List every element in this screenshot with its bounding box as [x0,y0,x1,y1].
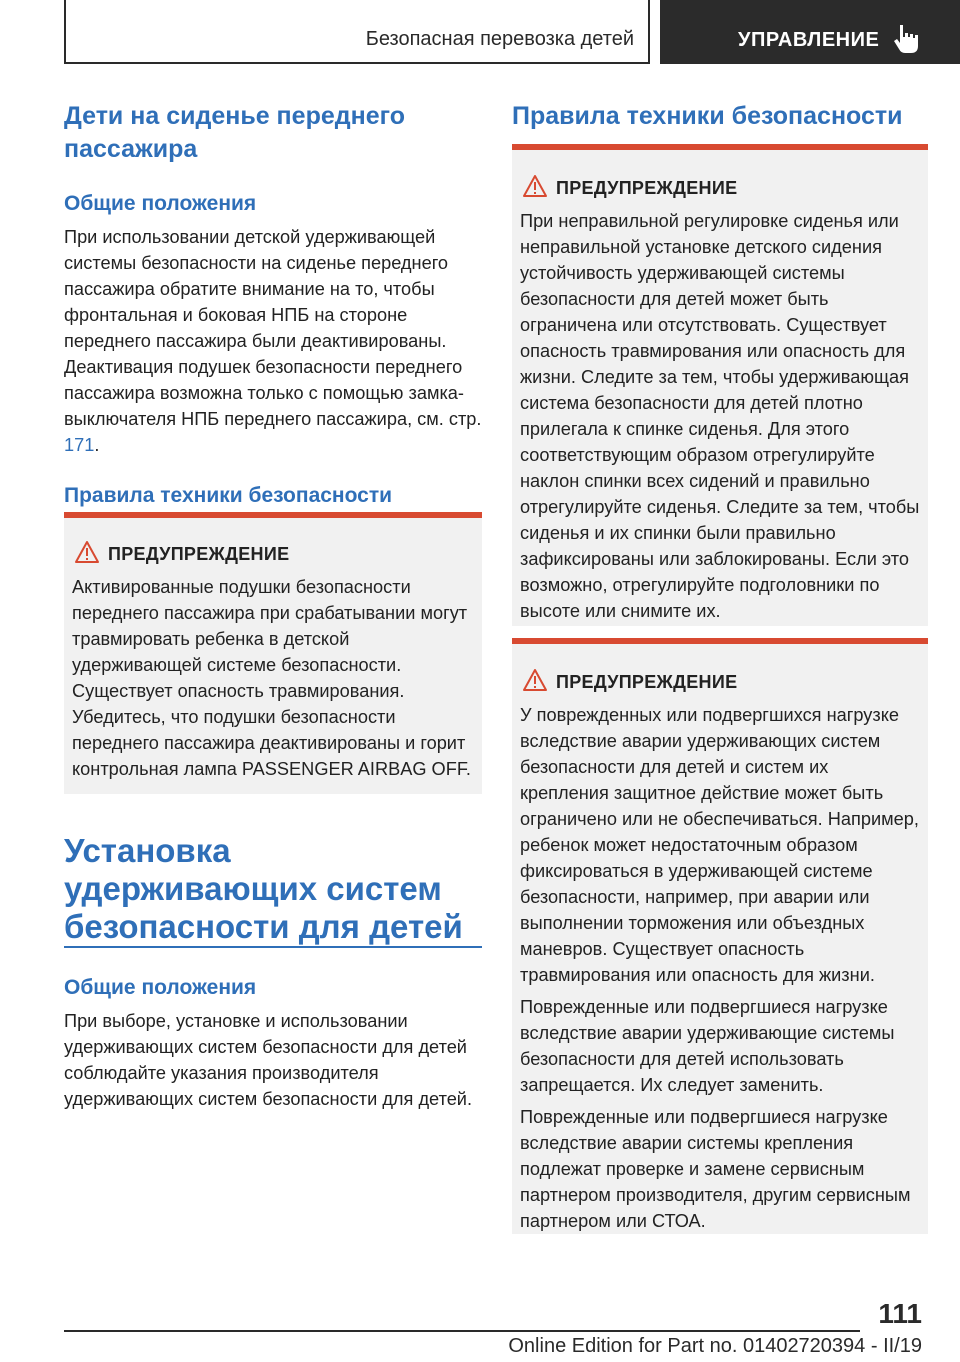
warning-title: ПРЕДУПРЕЖДЕНИЕ [108,544,290,564]
page-number: 111 [878,1298,922,1329]
warning-text: При неправильной регулировке сиденья или неправильной установке детского сидения устойчивость удерживающей системы безопасности для детей может быть ограничена или отсутствовать. Существует опасность травмирования или опасность для жизни. Следите за тем, чтобы удерживающая система безопасности для детей плотно прилегала к спинке сиденья. Для этого соответствующим образом отрегулируйте наклон спинки всех сидений и правильно отрегулируйте сиденья. Следите за тем, чтобы сиденья и их спинки были правильно зафиксированы или заблокированы. Если это возможно, отрегулируйте подголовники по высоте или снимите их. [520,211,920,621]
right-column [512,100,928,133]
warning-text-2: Поврежденные или подвергшиеся нагрузке вследствие аварии удерживающие системы безопасности для детей использовать запрещается. Их следует заменить. [520,997,895,1095]
warning-box-damaged [512,638,928,1234]
safety-rules-heading: Правила техники безопасности [64,484,393,507]
left-column [64,100,482,510]
page-link[interactable]: 171 [64,435,95,455]
general-paragraph [64,224,482,458]
install-general [64,974,482,1112]
general-text: При использовании детской удерживающей системы безопасности на сиденье переднего пассажира обратите внимание на то, чтобы фронтальная и боковая НПБ на стороне переднего пассажира были деактивированы. Деактивация подушек безопасности переднего пассажира возможна только с помощью замка-выключателя НПБ переднего пассажира, см. стр. [64,227,482,429]
install-section [64,832,482,946]
warning-text-1: У поврежденных или подвергшихся нагрузке вследствие аварии удерживающих систем безопасности для детей и систем их крепления защитное действие может быть ограничено или не обеспечиваться. Например, ребенок может недостаточным образом фиксироваться в удерживающей системе безопасности, например, при аварии или выполнении торможения или объездных маневров. Существует опасность травмирования или опасность для жизни. [520,705,919,985]
install-general-heading: Общие положения [64,976,257,999]
warning-box-airbag [64,512,482,794]
warning-title: ПРЕДУПРЕЖДЕНИЕ [556,672,738,692]
warning-triangle-icon [74,540,100,564]
header-chapter-box [64,0,650,64]
install-general-paragraph: При выборе, установке и использовании удерживающих систем безопасности для детей соблюдайте указания производителя удерживающих систем безопасности для детей. [64,1011,473,1109]
footer-rule [64,1330,860,1332]
general-text-end: . [94,435,100,455]
chapter-title: Безопасная перевозка детей [365,28,634,50]
warning-text-3: Поврежденные или подвергшиеся нагрузке вследствие аварии системы крепления подлежат проверке и замене сервисным партнером производителя, другим сервисным партнером или СТОА. [520,1107,911,1231]
warning-triangle-icon [522,174,548,198]
hand-pointer-icon [890,22,924,56]
front-seat-heading: Дети на сиденье переднего пассажира [64,102,405,163]
heading-rule [64,946,482,948]
general-heading: Общие положения [64,192,257,215]
warning-text: Активированные подушки безопасности переднего пассажира при срабатывании могут травмировать ребенка в детской удерживающей системе безопасности. Существует опасность травмирования. Убедитесь, что подушки безопасности переднего пассажира деактивированы и горит контрольная лампа PASSENGER AIRBAG OFF. [72,577,471,779]
warning-title: ПРЕДУПРЕЖДЕНИЕ [556,178,738,198]
section-tab-label: УПРАВЛЕНИЕ [738,29,880,51]
right-safety-heading: Правила техники безопасности [512,102,903,130]
install-heading: Установка удерживающих систем безопасности для детей [64,832,463,945]
warning-triangle-icon [522,668,548,692]
edition-footer: Online Edition for Part no. 01402720394 - II/19 [508,1335,922,1357]
warning-box-seat [512,144,928,626]
